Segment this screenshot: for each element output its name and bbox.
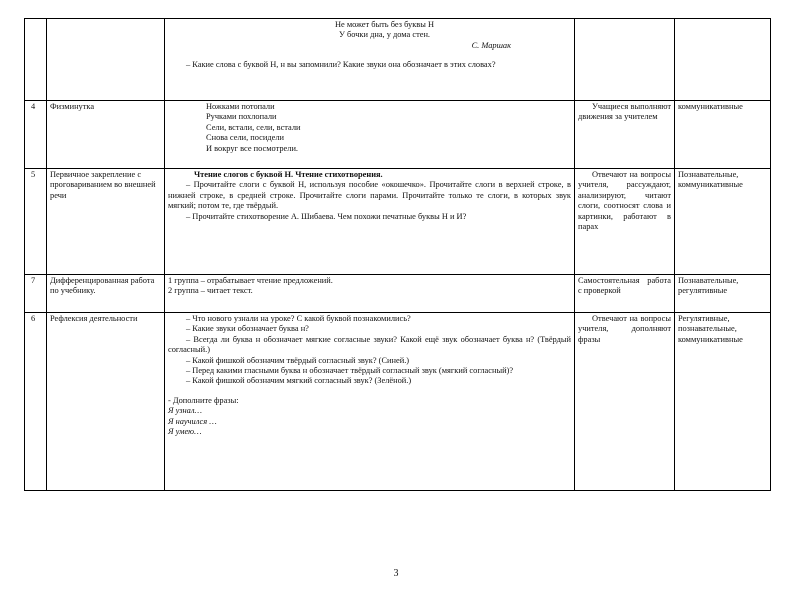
content-cell: [165, 275, 575, 313]
students-activity: Учащиеся выполняют движения за учителем: [575, 101, 675, 169]
table-row: [25, 101, 771, 169]
uud-text: коммуникативные: [675, 101, 771, 169]
content-cell: [165, 101, 575, 169]
content-cell: [165, 169, 575, 275]
phrase-item: Я научился …: [168, 416, 217, 426]
question-text: – Какой фишкой обозначим твёрдый согласный звук? (Синей.): [186, 355, 410, 365]
phrase-item: Я умею…: [168, 427, 202, 437]
row-number: 4: [25, 101, 47, 169]
row-number: 5: [25, 169, 47, 275]
group-task: 2 группа – читает текст.: [168, 286, 253, 296]
poem-line: Ножками потопали: [206, 102, 275, 111]
question-text: – Перед какими гласными буква н обозначает твёрдый согласный звук (мягкий согласный)?: [186, 366, 514, 376]
poem-author: С. Маршак: [471, 40, 511, 50]
poem-line: Ручками похлопали: [206, 112, 277, 122]
stage-cell: [47, 19, 165, 101]
question-text: – Какие слова с буквой Н, н вы запомнили? Какие звуки она обозначает в этих словах?: [186, 60, 496, 70]
uud-text: Познавательные, регулятивные: [675, 275, 771, 313]
phrase-prompt: - Дополните фразы:: [168, 395, 239, 405]
students-activity: Самостоятельная работа с проверкой: [575, 275, 675, 313]
uud-text: Регулятивные, познавательные, коммуникативные: [675, 313, 771, 491]
question-text: – Какие звуки обозначает буква н?: [186, 324, 309, 334]
instruction-text: – Прочитайте стихотворение А. Шибаева. Чем похожи печатные буквы Н и И?: [186, 211, 467, 221]
section-heading: Чтение слогов с буквой Н. Чтение стихотворения.: [194, 170, 383, 179]
table-row: [25, 19, 771, 101]
lesson-plan-table: [24, 18, 771, 491]
uud-text: Познавательные, коммуникативные: [675, 169, 771, 275]
question-text: – Какой фишкой обозначим мягкий согласный звук? (Зелёной.): [186, 376, 412, 386]
poem-line: Сели, встали, сели, встали: [206, 122, 301, 132]
poem-line: Снова сели, посидели: [206, 133, 285, 143]
poem-line: У бочки дна, у дома стен.: [338, 30, 431, 40]
question-text: – Всегда ли буква н обозначает мягкие согласные звуки? Какой ещё звук обозначает буква н? (Твёрдый согласный.): [168, 334, 571, 355]
students-activity: Отвечают на вопросы учителя, рассуждают, анализируют, читают слоги, соотносят слова и картинки, работают в парах: [575, 169, 675, 275]
num-cell: [25, 19, 47, 101]
row-number: 7: [25, 275, 47, 313]
stage-name: Дифференцированная работа по учебнику.: [47, 275, 165, 313]
instruction-text: – Прочитайте слоги с буквой Н, используя пособие «окошечко». Прочитайте слоги в верхней строке, в нижней строке, в средней строке. Прочитайте слоги парами. Прочитайте только те слоги, в которых звук мягкий; потом те, где твёрдый.: [168, 180, 571, 211]
students-activity: Отвечают на вопросы учителя, дополняют фразы: [575, 313, 675, 491]
poem-line: Не может быть без буквы Н: [334, 20, 435, 29]
content-cell: [165, 313, 575, 491]
stage-name: Рефлексия деятельности: [47, 313, 165, 491]
phrase-item: Я узнал…: [168, 406, 202, 416]
page-number: 3: [393, 568, 399, 579]
stage-name: Физминутка: [47, 101, 165, 169]
question-text: – Что нового узнали на уроке? С какой буквой познакомились?: [186, 314, 411, 323]
uud-cell: [675, 19, 771, 101]
table-row: [25, 169, 771, 275]
table-row: [25, 313, 771, 491]
students-cell: [575, 19, 675, 101]
poem-line: И вокруг все посмотрели.: [206, 143, 299, 153]
content-cell: [165, 19, 575, 101]
group-task: 1 группа – отрабатывает чтение предложений.: [168, 276, 333, 285]
table-row: [25, 275, 771, 313]
stage-name: Первичное закрепление с проговариванием во внешней речи: [47, 169, 165, 275]
row-number: 6: [25, 313, 47, 491]
